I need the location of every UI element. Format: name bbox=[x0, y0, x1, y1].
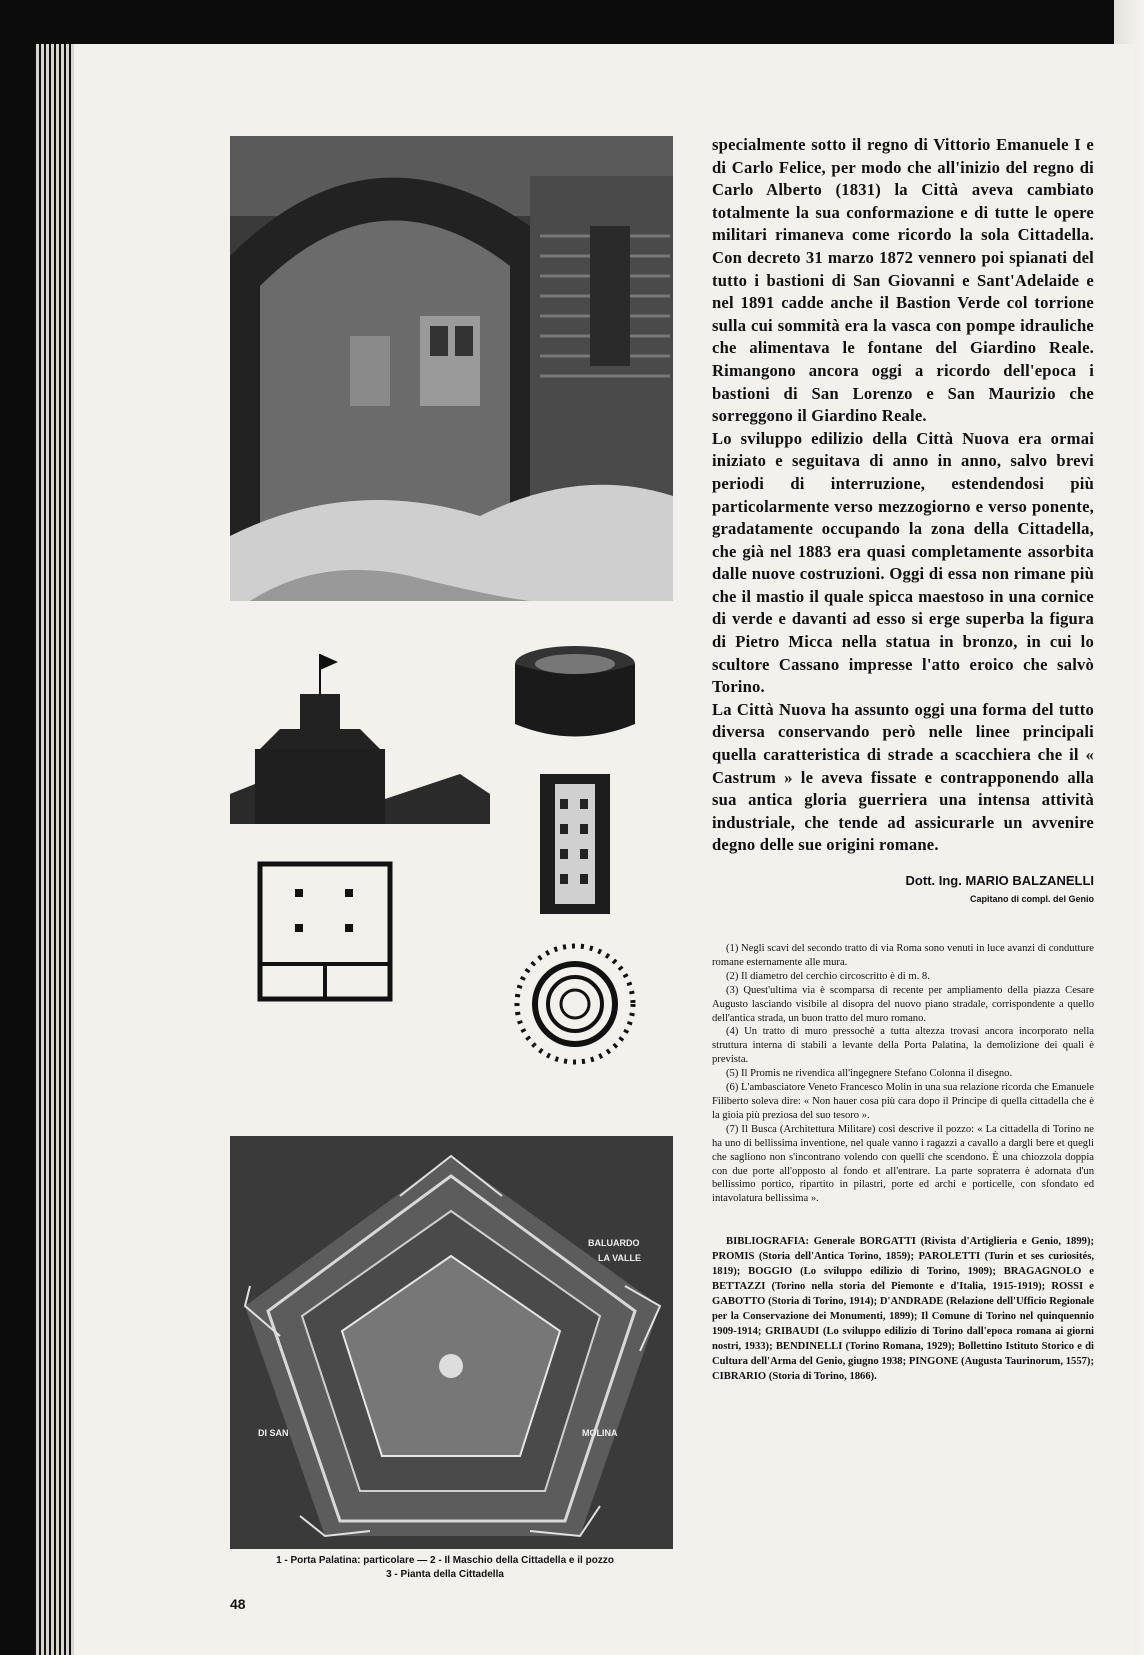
body-paragraph: Lo sviluppo edilizio della Città Nuova era ormai iniziato e seguitava di anno in anno, salvo brevi periodi di interruzione, estendendosi più particolarmente verso mezzogiorno e verso ponente, gradatamente occupando la zona della Cittadella, che già nel 1883 era quasi completamente assorbita dalle nuove costruzioni. Oggi di essa non rimane più che il mastio il quale spicca maestoso in una cornice di verde e davanti ad esso si erge superba la figura di Pietro Micca nella statua in bronzo, in cui lo scultore Cassano impresse l'atto eroico che salvò Torino. bbox=[712, 428, 1094, 697]
footnote: (4) Un tratto di muro pressochè a tutta altezza trovasi ancora incorporato nella struttura interna di stabili a levante della Porta Palatina, la demolizione dei quali è prevista. bbox=[712, 1026, 1094, 1066]
footnote: (5) Il Promis ne rivendica all'ingegnere Stefano Colonna il disegno. bbox=[726, 1068, 1013, 1080]
maschio-pozzo-drawings bbox=[230, 624, 673, 1124]
author-name: Dott. Ing. MARIO BALZANELLI bbox=[905, 873, 1094, 888]
bibliography bbox=[712, 1234, 1094, 1384]
figure-caption bbox=[210, 1554, 680, 1582]
caption-line-2: 3 - Pianta della Cittadella bbox=[386, 1569, 504, 1580]
map-label-molina: MOLINA bbox=[582, 1428, 618, 1438]
book-page bbox=[34, 44, 1134, 1655]
article-body bbox=[712, 134, 1094, 857]
map-label-la-valle: LA VALLE bbox=[598, 1253, 641, 1263]
body-paragraph: La Città Nuova ha assunto oggi una forma del tutto diversa conservando però nelle linee principali quella caratteristica di strade a scacchiera che il « Castrum » le aveva fissate e contrapponendo alla sua antica gloria guerriera una intensa attività industriale, che tende ad assicurarle un avvenire degno delle sue origini romane. bbox=[712, 699, 1094, 855]
cittadella-plan-map bbox=[230, 1136, 673, 1549]
footnotes bbox=[712, 942, 1094, 1206]
footnote: (6) L'ambasciatore Veneto Francesco Molin in una sua relazione ricorda che Emanuele Filiberto soleva dire: « Non hauer cosa più cara dopo il Principe di quella cittadella che è la gioia più preziosa del suo tesoro ». bbox=[712, 1082, 1094, 1121]
footnote: (2) Il diametro del cerchio circoscritto è di m. 8. bbox=[726, 970, 930, 982]
map-label-baluardo: BALUARDO bbox=[588, 1238, 640, 1248]
porta-palatina-photo bbox=[230, 136, 673, 601]
footnote: (7) Il Busca (Architettura Militare) così descrive il pozzo: « La cittadella di Torino ne ha uno di bellissima inventione, nel quale vanno i ragazzi a cavallo a dargli bere et quegli che sagliono non s'incontrano volendo con quelli che scendono. È una chiozzola doppia con due porte all'opposto al fondo et all'entrare. La parte sopraterra è adornata d'un bellissimo portico, ripartito in pilastri, porte ed archi e porticelle, con sfondato ed intavolatura bellissima ». bbox=[712, 1123, 1094, 1205]
article-column bbox=[712, 134, 1094, 1384]
author-rank: Capitano di compl. del Genio bbox=[969, 894, 1094, 904]
page-gutter bbox=[34, 44, 74, 1655]
author-signature bbox=[712, 873, 1094, 904]
body-paragraph: specialmente sotto il regno di Vittorio Emanuele I e di Carlo Felice, per modo che all'inizio del regno di Carlo Alberto (1831) la Città aveva cambiato totalmente la sua conformazione e di tutte le opere militari rimaneva come ricordo la sola Cittadella. Con decreto 31 marzo 1872 vennero poi spianati del tutto i bastioni di San Giovanni e Sant'Adelaide e nel 1891 cadde anche il Bastion Verde col torrione sulla cui sommità era la vasca con pompe idrauliche che alimentava le fontane del Giardino Reale. Rimangono ancora oggi a ricordo dell'epoca i bastioni di San Lorenzo e San Maurizio che sorreggono il Giardino Reale. bbox=[712, 135, 1094, 426]
bibliography-text: BIBLIOGRAFIA: Generale BORGATTI (Rivista d'Artiglieria e Genio, 1899); PROMIS (Storia dell'Antica Torino, 1859); PAROLETTI (Turin et ses curiosités, 1819); BOGGIO (Lo sviluppo edilizio di Torino, 1909); BRAGAGNOLO e BETTAZZI (Torino nella storia del Piemonte e d'Italia, 1915-1919); ROSSI e GABOTTO (Storia di Torino, 1914); D'ANDRADE (Relazione dell'Ufficio Regionale per la Conservazione dei Monumenti, 1899); Il Comune di Torino nel quinquennio 1909-1914; GRIBAUDI (Lo sviluppo edilizio di Torino dall'epoca romana ai giorni nostri, 1933); BENDINELLI (Torino Romana, 1929); Bollettino Istituto Storico e di Cultura dell'Arma del Genio, giugno 1938; PINGONE (Augusta Taurinorum, 1557); CIBRARIO (Storia di Torino, 1866). bbox=[712, 1236, 1094, 1383]
caption-line-1: 1 - Porta Palatina: particolare — 2 - Il Maschio della Cittadella e il pozzo bbox=[276, 1555, 614, 1566]
footnote: (1) Negli scavi del secondo tratto di via Roma sono venuti in luce avanzi di condutture romane esternamente alle mura. bbox=[712, 943, 1094, 968]
map-label-di-san: DI SAN bbox=[258, 1428, 289, 1438]
page-number: 48 bbox=[230, 1596, 246, 1612]
footnote: (3) Quest'ultima via è scomparsa di recente per ampliamento della piazza Cesare Augusto lasciando visibile al disopra del nuovo piano stradale, corrispondente a quello dell'antica strada, un buon tratto del muro romano. bbox=[712, 984, 1094, 1024]
